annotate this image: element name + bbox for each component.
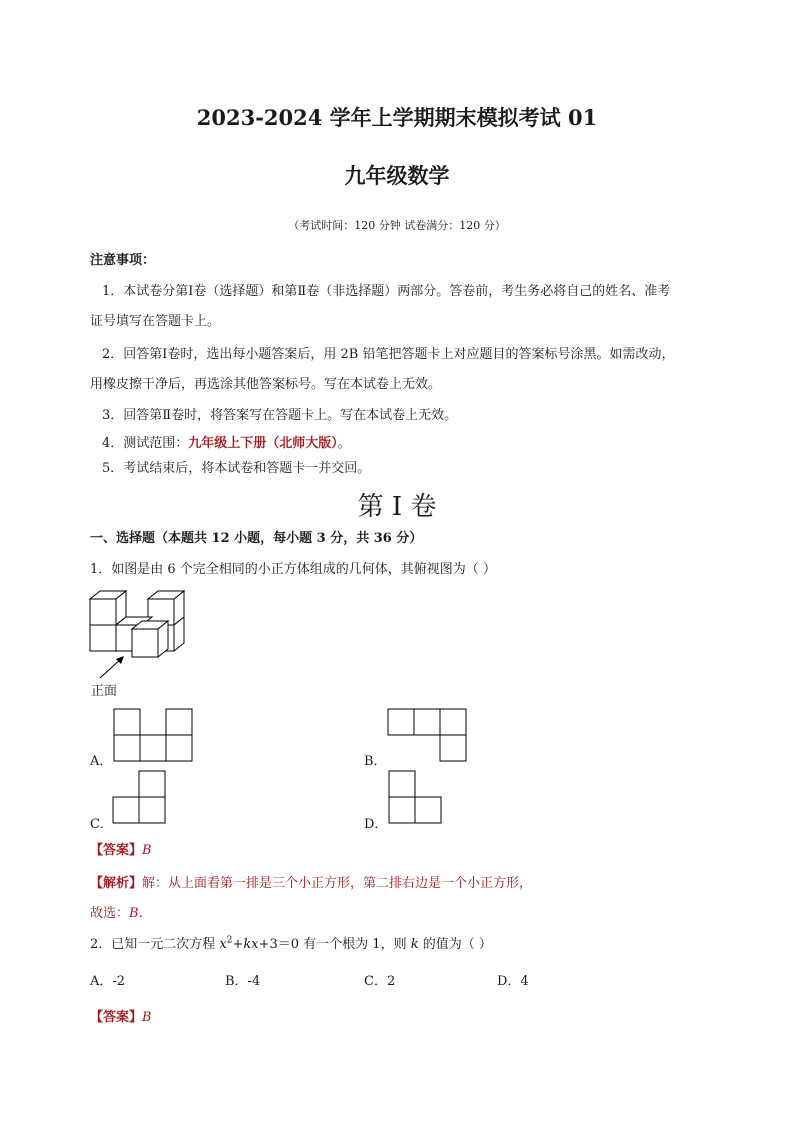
option-a-label: A． — [90, 754, 113, 769]
q2-option-a: A．-2 — [90, 974, 126, 989]
notice-item-3: 3．回答第Ⅱ卷时，将答案写在答题卡上。写在本试卷上无效。 — [102, 408, 458, 423]
question-1-answer — [90, 839, 152, 858]
question-2-stem — [90, 933, 492, 952]
notice-heading: 注意事项： — [90, 253, 156, 268]
option-d-label: D． — [364, 817, 388, 832]
notice-item-5: 5．考试结束后，将本试卷和答题卡一并交回。 — [102, 461, 371, 476]
option-b-label: B． — [364, 754, 387, 769]
q2-option-b: B．-4 — [225, 974, 261, 989]
test-scope: 九年级上下册（北师大版） — [188, 436, 338, 451]
analysis-text: 解：从上面看第一排是三个小正方形，第二排右边是一个小正方形， — [142, 876, 533, 891]
answer-tag: 【答案】 — [90, 843, 143, 858]
front-label: 正面 — [91, 684, 118, 699]
notice-item-1-line-2: 证号填写在答题卡上。 — [90, 314, 221, 329]
page-subtitle: 九年级数学 — [344, 163, 450, 188]
part-heading: 一、选择题（本题共 12 小题，每小题 3 分，共 36 分） — [90, 531, 423, 546]
section-title: 第 I 卷 — [357, 492, 437, 522]
option-d-figure — [388, 770, 444, 826]
q2-option-d: D．4 — [497, 974, 529, 989]
q2-stem-part-a: 2．已知一元二次方程 — [90, 937, 220, 952]
analysis-tag: 【解析】 — [90, 876, 143, 891]
option-c-label: C． — [90, 817, 113, 832]
q2-exponent: 2 — [226, 935, 233, 946]
q2-answer-tag: 【答案】 — [90, 1010, 143, 1025]
q2-answer-value: B — [142, 1010, 152, 1025]
question-1-analysis — [90, 872, 532, 891]
notice-item-2-line-1: 2．回答第Ⅰ卷时，选出每小题答案后，用 2B 铅笔把答题卡上对应题目的答案标号涂黑。如需改动， — [102, 347, 675, 362]
question-1-stem: 1．如图是由 6 个完全相同的小正方体组成的几何体，其俯视图为（ ） — [90, 562, 496, 577]
notice-item-4 — [102, 432, 351, 451]
exam-meta: （考试时间：120 分钟 试卷满分：120 分） — [288, 219, 506, 232]
option-a-figure — [113, 708, 195, 764]
q2-plus: + — [232, 937, 244, 952]
notice-item-4-suffix: 。 — [337, 436, 351, 451]
page-title: 2023-2024 学年上学期期末模拟考试 01 — [196, 105, 598, 130]
q2-var-k: k — [410, 937, 419, 952]
q2-option-c: C．2 — [364, 974, 396, 989]
option-c-figure — [112, 770, 168, 826]
notice-item-4-prefix: 4．测试范围： — [102, 436, 189, 451]
q2-stem-part-d: 的值为（ ） — [418, 937, 492, 952]
conclusion-prefix: 故选： — [90, 906, 130, 921]
question-2-answer — [90, 1006, 152, 1025]
option-b-figure — [387, 708, 469, 764]
q2-var-kx: kx — [243, 937, 259, 952]
notice-item-1-line-1: 1．本试卷分第Ⅰ卷（选择题）和第Ⅱ卷（非选择题）两部分。答卷前，考生务必将自己的姓名、准考 — [102, 284, 671, 299]
conclusion-value: B． — [129, 906, 152, 921]
q2-var-x: x — [219, 937, 227, 952]
question-1-conclusion — [90, 902, 152, 921]
answer-value: B — [142, 843, 152, 858]
notice-item-2-line-2: 用橡皮擦干净后，再选涂其他答案标号。写在本试卷上无效。 — [90, 377, 442, 392]
q2-stem-part-c: +3＝0 有一个根为 1，则 — [258, 937, 411, 952]
